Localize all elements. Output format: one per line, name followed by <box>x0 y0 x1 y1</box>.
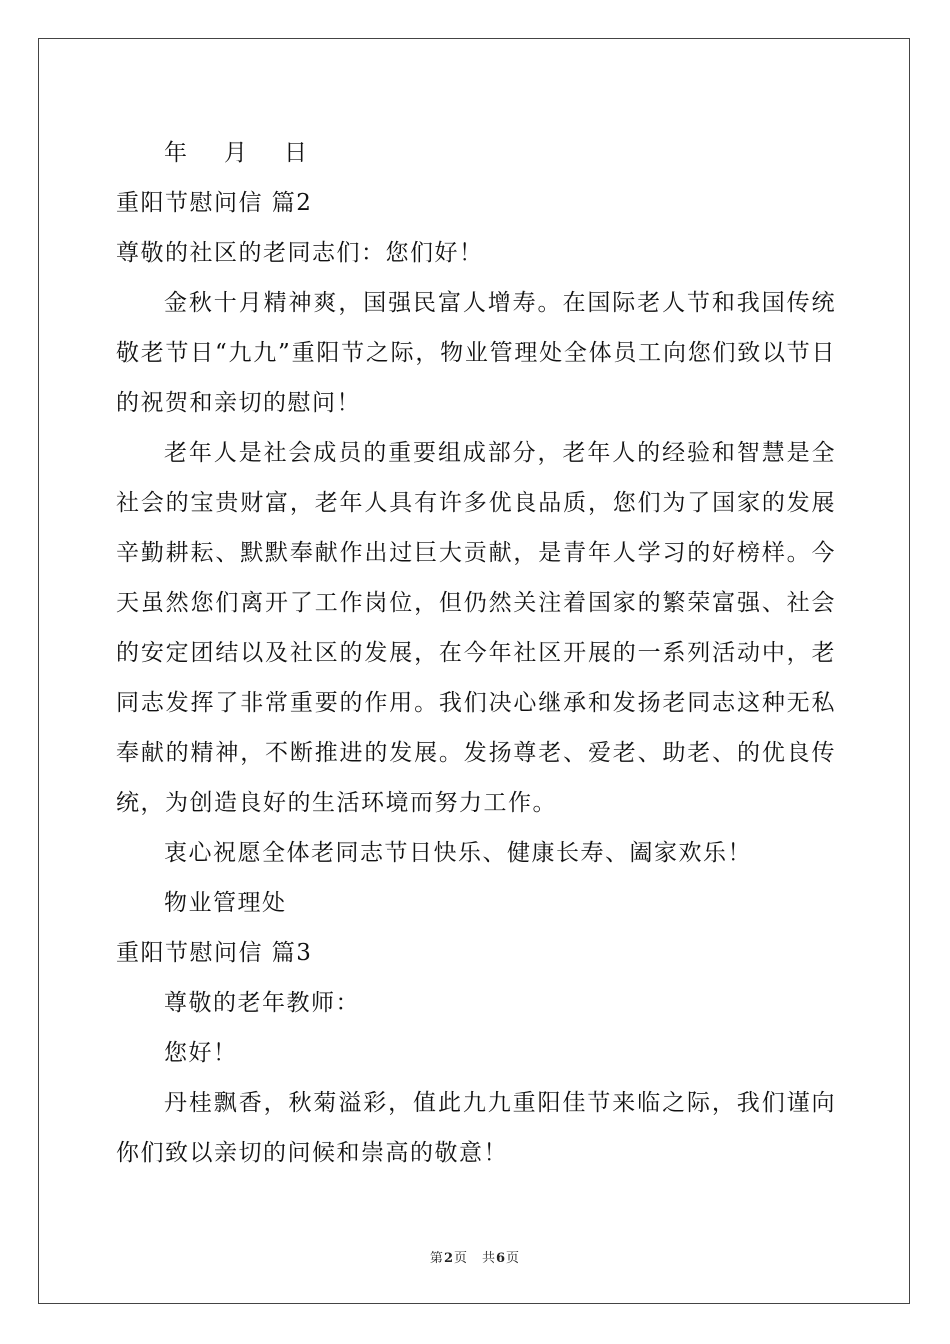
date-line <box>116 128 836 178</box>
footer-page-mid: 页 共 <box>453 1251 496 1266</box>
date-month: 月 <box>224 140 249 166</box>
section2-heading: 重阳节慰问信 篇2 <box>116 190 313 216</box>
footer-page-total: 6 <box>496 1251 507 1266</box>
section2-paragraph: 老年人是社会成员的重要组成部分，老年人的经验和智慧是全社会的宝贵财富，老年人具有许多优良品质，您们为了国家的发展辛勤耕耘、默默奉献作出过巨大贡献，是青年人学习的好榜样。今天虽然您们离开了工作岗位，但仍然关注着国家的繁荣富强、社会的安定团结以及社区的发展，在今年社区开展的一系列活动中，老同志发挥了非常重要的作用。我们决心继承和发扬老同志这种无私奉献的精神，不断推进的发展。发扬尊老、爱老、助老、的优良传统，为创造良好的生活环境而努力工作。 <box>116 440 836 816</box>
date-year: 年 <box>164 140 189 166</box>
section3-paragraph: 丹桂飘香，秋菊溢彩，值此九九重阳佳节来临之际，我们谨向你们致以亲切的问候和崇高的敬意！ <box>116 1090 836 1166</box>
section2-signature: 物业管理处 <box>164 890 287 916</box>
section2-paragraph: 衷心祝愿全体老同志节日快乐、健康长寿、阖家欢乐！ <box>164 840 752 866</box>
section2-paragraph: 金秋十月精神爽，国强民富人增寿。在国际老人节和我国传统敬老节日“九九”重阳节之际，物业管理处全体员工向您们致以节日的祝贺和亲切的慰问！ <box>116 290 836 416</box>
section3-heading: 重阳节慰问信 篇3 <box>116 940 313 966</box>
section3-salutation: 尊敬的老年教师： <box>164 990 360 1016</box>
footer-page-current: 2 <box>443 1251 454 1266</box>
footer-page-prefix: 第 <box>429 1251 444 1266</box>
page-footer <box>0 1247 950 1266</box>
section2-salutation: 尊敬的社区的老同志们：您们好！ <box>116 240 484 266</box>
footer-page-suffix: 页 <box>506 1251 521 1266</box>
date-day: 日 <box>284 140 309 166</box>
document-body <box>116 128 836 1178</box>
section3-greeting: 您好！ <box>164 1040 238 1066</box>
